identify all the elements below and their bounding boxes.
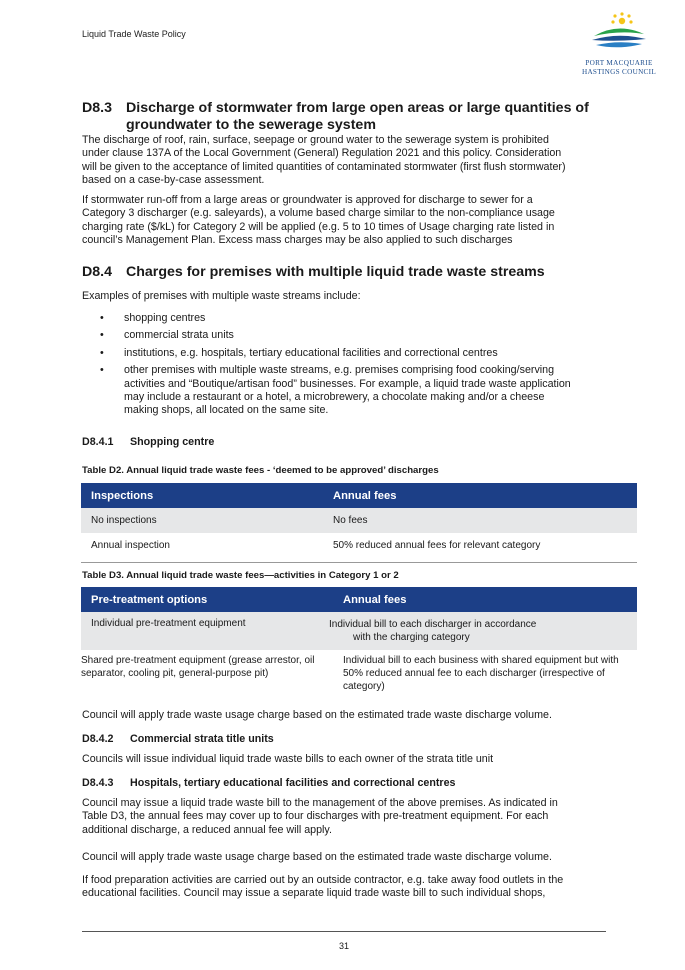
paragraph: Councils will issue individual liquid trade waste bills to each owner of the strata title unit (82, 753, 494, 765)
heading-number: D8.4.3 (82, 777, 114, 789)
text-line: charging rate ($/kL) for Category 2 will be applied (e.g. 5 to 10 times of Usage charging rate listed in (82, 220, 555, 233)
table-cell: 50% reduced annual fees for relevant category (333, 540, 541, 551)
table-cell: Annual inspection (91, 540, 170, 551)
heading-title: Charges for premises with multiple liquid trade waste streams (126, 264, 545, 280)
heading-number: D8.4 (82, 264, 112, 280)
heading-d83 (82, 100, 622, 134)
heading-number: D8.4.1 (82, 436, 114, 448)
list-item: • other premises with multiple waste streams, e.g. premises comprising food cooking/serving activities and “Boutique/artisan food” businesses. For example, a liquid trade waste application may include a restaurant or a hotel, a microbrewery, a chocolate making and/or a cheese making shops, all located on the same site. (100, 364, 571, 417)
bullet-list (82, 312, 622, 422)
heading-title: Shopping centre (130, 436, 215, 448)
text-line: council’s Management Plan. Excess mass charges may be also applied to such discharges (82, 234, 513, 247)
table-cell: Individual bill to each business with shared equipment but with 50% reduced annual fee to each discharger (irrespective of category) (343, 655, 619, 692)
text-line: Category 3 discharger (e.g. saleyards), a volume based charge similar to the non-compliance usage (82, 207, 555, 220)
paragraph: Council will apply trade waste usage charge based on the estimated trade waste discharge volume. (82, 709, 552, 721)
table-row (81, 508, 637, 533)
column-header: Inspections (81, 483, 323, 508)
council-logo (580, 12, 658, 80)
heading-title-line2: groundwater to the sewerage system (126, 117, 376, 133)
table-row (81, 650, 637, 694)
table-rule (81, 562, 637, 563)
heading-title: Commercial strata title units (130, 733, 274, 745)
text-line: will be given to the acceptance of limited quantities of contaminated stormwater (first flush stormwater) (82, 160, 566, 173)
logo-emblem-icon (580, 12, 658, 58)
text-line: under clause 137A of the Local Government (General) Regulation 2021 and this policy. Consideration (82, 147, 562, 160)
section-d83 (82, 100, 622, 134)
heading-title-line1: Discharge of stormwater from large open areas or large quantities of (126, 100, 589, 116)
paragraph: Examples of premises with multiple waste streams include: (82, 290, 361, 302)
table-row (81, 533, 637, 558)
paragraph (82, 134, 622, 188)
list-item: • commercial strata units (100, 329, 234, 342)
table-cell: No fees (333, 515, 368, 526)
column-header: Annual fees (323, 483, 637, 508)
table-d2-caption: Table D2. Annual liquid trade waste fees - ‘deemed to be approved’ discharges (82, 465, 439, 476)
heading-number: D8.3 (82, 100, 112, 116)
section-d84 (82, 264, 622, 281)
table-d2 (81, 483, 637, 558)
heading-number: D8.4.2 (82, 733, 114, 745)
list-item: • shopping centres (100, 312, 206, 324)
text-line: The discharge of roof, rain, surface, seepage or ground water to the sewerage system is prohibited (82, 134, 549, 146)
logo-text-line2: HASTINGS COUNCIL (581, 68, 657, 76)
paragraph: If food preparation activities are carried out by an outside contractor, e.g. take away food outlets in the educational facilities. Council may issue a separate liquid trade waste bill to such individual shops, (82, 874, 564, 900)
page-number: 31 (338, 941, 349, 951)
heading-d84 (82, 264, 622, 281)
table-cell: Individual bill to each discharger in accordance with the charging category (329, 619, 537, 643)
list-item: • institutions, e.g. hospitals, tertiary educational facilities and correctional centres (100, 346, 498, 359)
footer-rule (82, 931, 606, 932)
column-header: Annual fees (333, 587, 637, 612)
table-row (81, 612, 637, 650)
heading-d841 (82, 436, 214, 448)
table-d3 (81, 587, 637, 694)
text-line: based on a case-by-case assessment. (82, 174, 265, 187)
table-d3-caption: Table D3. Annual liquid trade waste fees—activities in Category 1 or 2 (82, 570, 399, 581)
table-cell: Shared pre-treatment equipment (grease arrestor, oil separator, cooling pit, general-purpose pit) (81, 655, 315, 679)
running-header: Liquid Trade Waste Policy (82, 29, 186, 39)
table-cell: No inspections (91, 515, 157, 526)
table-cell: Individual pre-treatment equipment (91, 618, 246, 629)
heading-d843 (82, 777, 455, 789)
text-line: If stormwater run-off from a large areas or groundwater is approved for discharge to sewer for a (82, 194, 533, 206)
heading-title: Hospitals, tertiary educational facilities and correctional centres (130, 777, 456, 789)
paragraph: Council will apply trade waste usage charge based on the estimated trade waste discharge volume. (82, 851, 552, 863)
paragraph: Council may issue a liquid trade waste bill to the management of the above premises. As indicated in Table D3, the annual fees may cover up to four discharges with pre-treatment equipment. For each additional discharge, a reduced annual fee will apply. (82, 797, 558, 836)
heading-d842 (82, 733, 274, 745)
logo-text-line1: PORT MACQUARIE (585, 59, 653, 67)
column-header: Pre-treatment options (81, 587, 333, 612)
paragraph (82, 194, 622, 248)
